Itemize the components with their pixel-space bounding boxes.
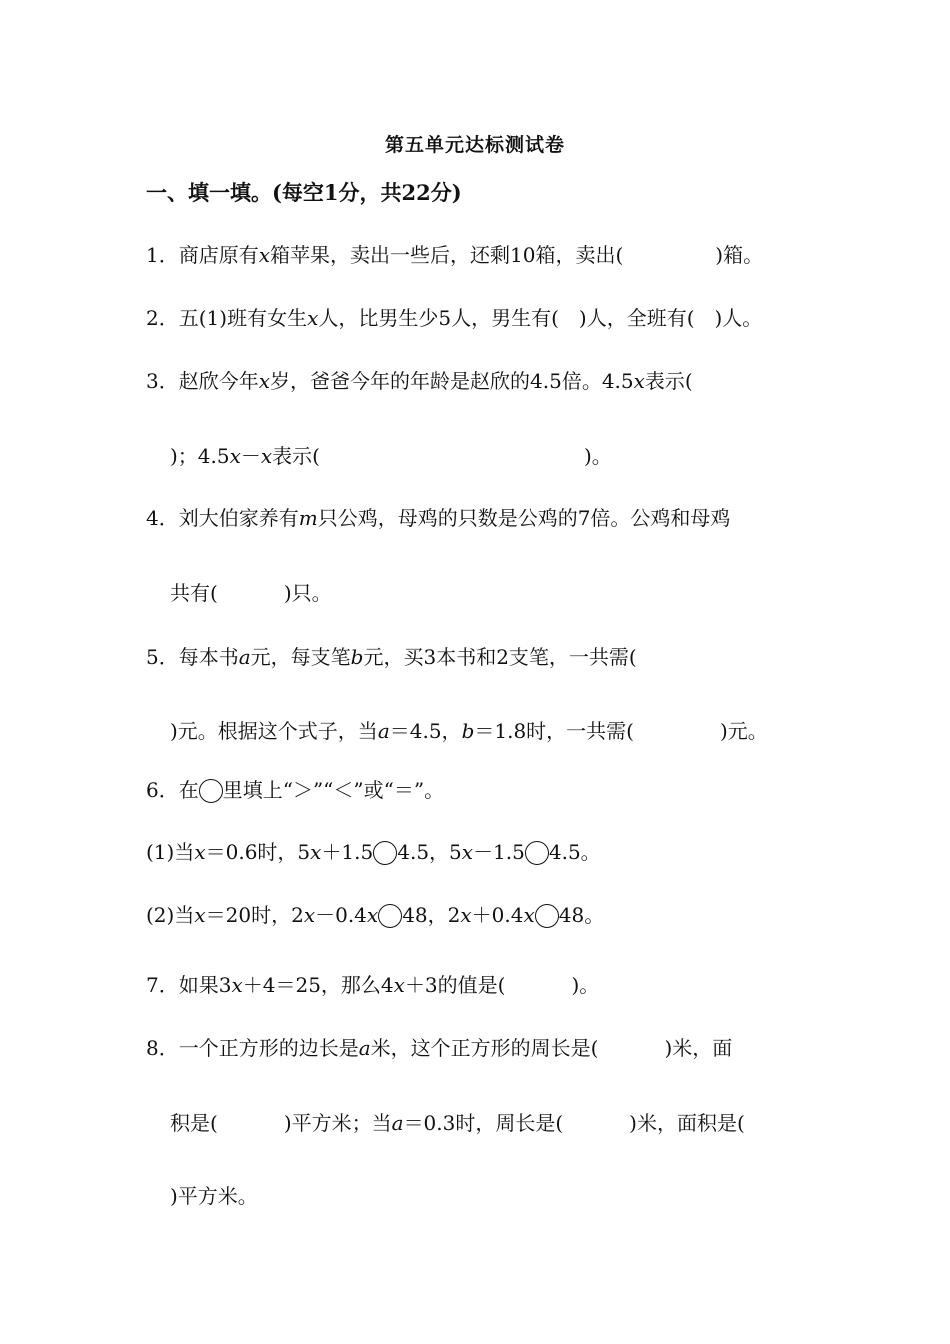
page-title: 第五单元达标测试卷 <box>384 134 565 156</box>
question-number: 8． <box>146 1036 179 1060</box>
compare-circle[interactable] <box>525 841 549 865</box>
question-4: 4．刘大伯家养有m只公鸡，母鸡的只数是公鸡的7倍。公鸡和母鸡 <box>146 506 731 530</box>
question-6-part-1: (1)当x＝0.6时，5x＋1.5 4.5，5x－1.5 4.5。 <box>146 840 601 864</box>
compare-circle[interactable] <box>535 904 559 928</box>
question-1: 1．商店原有x箱苹果，卖出一些后，还剩10箱，卖出( )箱。 <box>146 243 764 267</box>
question-5-line-2: )元。根据这个式子，当a＝4.5，b＝1.8时，一共需( )元。 <box>170 719 768 743</box>
question-number: 1． <box>146 243 179 267</box>
question-7: 7．如果3x＋4＝25，那么4x＋3的值是( )。 <box>146 973 600 997</box>
question-6-part-2: (2)当x＝20时，2x－0.4x 48，2x＋0.4x 48。 <box>146 903 605 927</box>
question-number: 2． <box>146 306 179 330</box>
compare-circle[interactable] <box>378 904 402 928</box>
circle-icon <box>199 779 223 803</box>
compare-circle[interactable] <box>373 841 397 865</box>
question-2: 2．五(1)班有女生x人，比男生少5人，男生有( )人，全班有( )人。 <box>146 306 763 330</box>
question-number: 5． <box>146 645 179 669</box>
question-4-line-2: 共有( )只。 <box>170 581 332 605</box>
question-number: 6． <box>146 778 179 802</box>
question-number: 7． <box>146 973 179 997</box>
question-8: 8．一个正方形的边长是a米，这个正方形的周长是( )米，面 <box>146 1036 733 1060</box>
question-8-line-3: )平方米。 <box>170 1184 258 1208</box>
question-number: 4． <box>146 506 179 530</box>
question-number: 3． <box>146 369 179 393</box>
question-3-line-2: )；4.5x－x表示( )。 <box>170 444 612 468</box>
question-6: 6．在 里填上“＞”“＜”或“＝”。 <box>146 778 445 802</box>
question-8-line-2: 积是( )平方米；当a＝0.3时，周长是( )米，面积是( <box>170 1111 745 1135</box>
section-heading: 一、填一填。(每空1分，共22分) <box>146 180 462 205</box>
question-5: 5．每本书a元，每支笔b元，买3本书和2支笔，一共需( <box>146 645 637 669</box>
question-3: 3．赵欣今年x岁，爸爸今年的年龄是赵欣的4.5倍。4.5x表示( <box>146 369 693 393</box>
